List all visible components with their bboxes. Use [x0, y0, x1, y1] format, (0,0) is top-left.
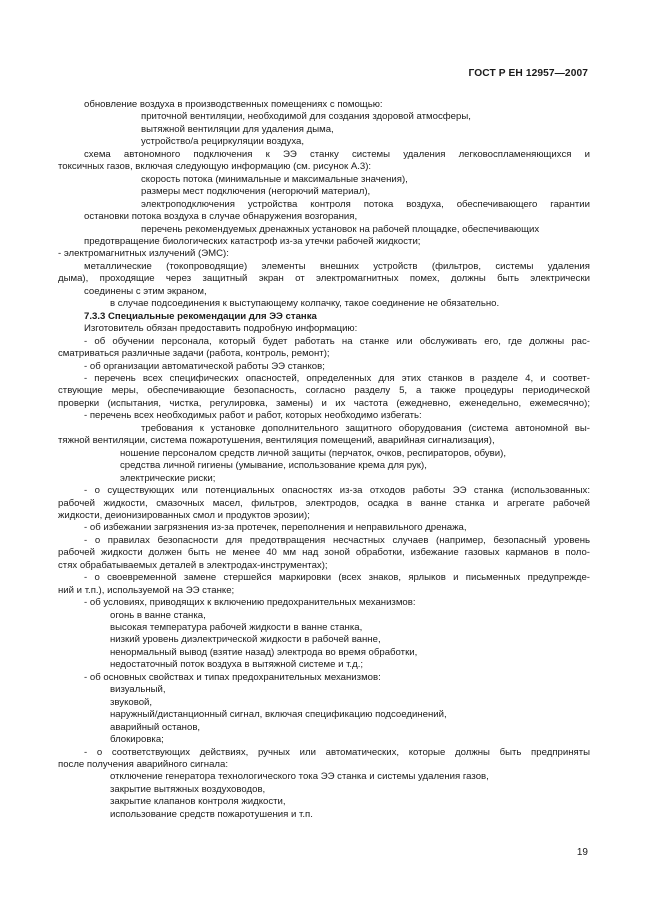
text-line: тяжной вентиляции, система пожаротушения, вентиляция помещений, аварийная сигнализация), — [58, 435, 495, 447]
text-line: низкий уровень диэлектрической жидкости в рабочей ванне, — [110, 634, 381, 646]
document-header: ГОСТ Р ЕН 12957—2007 — [468, 68, 588, 79]
text-line: приточной вентиляции, необходимой для создания здоровой атмосферы, — [141, 111, 471, 123]
text-line: использование средств пожаротушения и т.п. — [110, 808, 313, 820]
text-line: закрытие вытяжных воздуховодов, — [110, 783, 266, 795]
text-line: наружный/дистанционный сигнал, включая спецификацию подсоединений, — [110, 709, 447, 721]
text-line: жидкости, деионизированных смол и продуктов эрозии); — [58, 509, 310, 521]
text-line: блокировка; — [110, 734, 164, 746]
text-line: средства личной гигиены (умывание, использование крема для рук), — [120, 460, 427, 472]
text-line: визуальный, — [110, 684, 166, 696]
text-line: предотвращение биологических катастроф из-за утечки рабочей жидкости; — [84, 235, 421, 247]
text-line: схема автономного подключения к ЭЭ станку системы удаления легковоспламеняющихся и — [84, 148, 590, 160]
text-line: - об обучении персонала, который будет работать на станке или обслуживать его, где должны рас- — [84, 335, 590, 347]
text-line: закрытие клапанов контроля жидкости, — [110, 796, 286, 808]
text-line: электрические риски; — [120, 472, 216, 484]
text-line: металлические (токопроводящие) элементы внешних устройств (фильтров, системы удаления — [84, 260, 590, 272]
text-line: - о правилах безопасности для предотвращения несчастных случаев (например, безопасный уровень — [84, 534, 590, 546]
text-line: электроподключения устройства контроля потока воздуха, обеспечивающего гарантии — [141, 198, 590, 210]
text-line: высокая температура рабочей жидкости в ванне станка, — [110, 622, 363, 634]
text-line: рабочей жидкости должен быть не менее 40 мм над зоной обработки, избежание газовых карманов в поло- — [58, 547, 590, 559]
text-line: сматриваться различные задачи (работа, контроль, ремонт); — [58, 348, 330, 360]
text-line: токсичных газов, включая следующую информацию (см. рисунок А.3): — [58, 161, 372, 173]
text-line: - перечень всех специфических опасностей, определенных для этих станков в разделе 4, и соответ- — [84, 372, 590, 384]
text-line: огонь в ванне станка, — [110, 609, 206, 621]
text-line: остановки потока воздуха в случае обнаружения возгорания, — [84, 211, 358, 223]
text-line: ненормальный вывод (взятие назад) электрода во время обработки, — [110, 646, 418, 658]
text-line: дыма), проходящие через защитный экран от электромагнитных помех, должны быть электрически — [58, 273, 590, 285]
text-line: ношение персоналом средств личной защиты (перчаток, очков, респираторов, обуви), — [120, 447, 506, 459]
document-body — [58, 99, 590, 821]
text-line: - об условиях, приводящих к включению предохранительных механизмов: — [84, 597, 416, 609]
text-line: скорость потока (минимальные и максимальные значения), — [141, 173, 408, 185]
text-line: - электромагнитных излучений (ЭМС): — [58, 248, 229, 260]
text-line: обновление воздуха в производственных помещениях с помощью: — [84, 99, 383, 110]
text-line: - о существующих или потенциальных опасностях из-за отходов работы ЭЭ станка (использованных: — [84, 485, 590, 497]
text-line: соединены с этим экраном, — [84, 285, 207, 297]
text-line: - о соответствующих действиях, ручных или автоматических, которые должны быть предприняты — [84, 746, 590, 758]
text-line: отключение генератора технологического тока ЭЭ станка и системы удаления газов, — [110, 771, 489, 783]
text-line: - об избежании загрязнения из-за протечек, переполнения и неправильного дренажа, — [84, 522, 467, 534]
text-line: проверки (испытания, чистка, регулировка, замены) и их частота (ежедневно, еженедельно, ежемесячно); — [58, 397, 590, 409]
text-line: ний и т.п.), используемой на ЭЭ станке; — [58, 584, 235, 596]
text-line: недостаточный поток воздуха в вытяжной системе и т.д.; — [110, 659, 364, 671]
text-line: Изготовитель обязан предоставить подробную информацию: — [84, 323, 358, 335]
text-line: ствующие меры, обеспечивающие безопасность, согласно разделу 5, а также процедуры периодической — [58, 385, 590, 397]
text-line: - перечень всех необходимых работ и работ, которых необходимо избегать: — [84, 410, 422, 422]
text-line: аварийный останов, — [110, 721, 201, 733]
text-line: требования к установке дополнительного защитного оборудования (система автономной вы- — [141, 422, 590, 434]
section-heading: 7.3.3 Специальные рекомендации для ЭЭ станка — [84, 310, 317, 322]
page-number: 19 — [576, 847, 588, 858]
text-line: звуковой, — [110, 696, 153, 708]
text-line: в случае подсоединения к выступающему колпачку, такое соединение не обязательно. — [110, 298, 500, 310]
text-line: размеры мест подключения (негорючий материал), — [141, 186, 371, 198]
text-line: устройство/а рециркуляции воздуха, — [141, 136, 305, 148]
text-line: рабочей жидкости, смазочных масел, фильтров, электродов, осадка в ванне станка и агрегате рабочей — [58, 497, 590, 509]
text-line: вытяжной вентиляции для удаления дыма, — [141, 123, 334, 135]
text-line: перечень рекомендуемых дренажных установок на рабочей площадке, обеспечивающих — [141, 223, 540, 235]
text-line: стях обрабатываемых деталей в электродах-инструментах); — [58, 559, 328, 571]
text-line: - об организации автоматической работы ЭЭ станков; — [84, 360, 325, 372]
text-line: - об основных свойствах и типах предохранительных механизмов: — [84, 671, 381, 683]
text-line: после получения аварийного сигнала: — [58, 759, 229, 771]
text-line: - о своевременной замене стершейся маркировки (всех знаков, ярлыков и письменных предупрежде- — [84, 572, 590, 584]
